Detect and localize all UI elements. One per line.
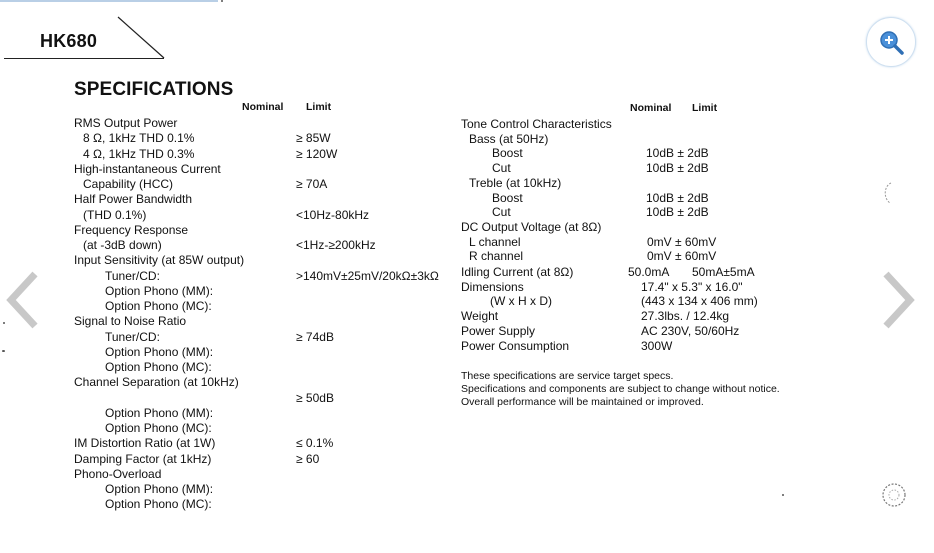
model-underline [4,58,164,59]
spec-limit-value: ≥ 70A [296,177,328,191]
spec-label: Damping Factor (at 1kHz) [74,451,212,466]
zoom-button[interactable] [866,17,916,67]
previous-page-button[interactable] [3,270,43,335]
spec-nominal-value: 10dB ± 2dB [646,190,709,205]
spec-label: (THD 0.1%) [83,207,147,222]
note-line: These specifications are service target specs. [461,370,674,382]
scan-speck [3,322,5,324]
spec-label: Half Power Bandwidth [74,192,193,207]
spec-nominal-value: 27.3lbs. / 12.4kg [641,309,730,324]
spec-limit-value: ≥ 60 [296,451,320,466]
left-header-limit: Limit [306,101,332,113]
spec-label: Tuner/CD: [105,329,160,344]
spec-nominal-value: 0mV ± 60mV [647,249,717,264]
spec-label: Option Phono (MC): [105,299,212,313]
right-header-nominal: Nominal [630,102,672,114]
spec-label: Treble (at 10kHz) [469,175,562,190]
chevron-right-icon [878,270,918,330]
spec-label: Option Phono (MM): [105,405,214,420]
spec-label: Cut [492,205,511,220]
spec-nominal-value: (443 x 134 x 406 mm) [641,294,758,309]
model-slash-decoration [0,0,200,70]
spec-label: Phono-Overload [74,466,162,481]
spec-label: (at -3dB down) [83,238,162,252]
note-line: Overall performance will be maintained or improved. [461,396,704,408]
spec-label: Option Phono (MC): [105,360,212,374]
spec-label: IM Distortion Ratio (at 1W) [74,436,216,451]
spec-label: Input Sensitivity (at 85W output) [74,253,245,268]
right-header-limit: Limit [692,102,718,114]
spec-label: Cut [492,161,511,176]
spec-limit-value: 50mA±5mA [692,265,755,279]
spec-label: Option Phono (MC): [105,497,212,512]
spec-nominal-value: 17.4" x 5.3" x 16.0" [641,279,743,294]
next-page-button[interactable] [878,270,918,335]
spec-label: Power Consumption [461,338,570,353]
spec-limit-value: ≥ 120W [296,146,338,161]
model-name: HK680 [40,31,98,51]
spec-limit-value: ≤ 0.1% [296,436,334,451]
zoom-in-icon [876,27,906,57]
spec-label: Option Phono (MM): [105,482,214,496]
spec-label: Frequency Response [74,222,189,237]
spec-label: Signal to Noise Ratio [74,314,187,329]
spec-label: Option Phono (MM): [105,283,214,298]
scan-mark [880,180,896,206]
spec-label: 8 Ω, 1kHz THD 0.1% [83,131,195,146]
spec-limit-value: ≥ 85W [296,131,331,146]
scan-speck [221,0,223,2]
page-title: SPECIFICATIONS [74,79,234,100]
spec-label: Boost [492,190,523,205]
spec-nominal-value: 10dB ± 2dB [646,205,709,220]
spec-label: Capability (HCC) [83,177,174,191]
spec-label: Tuner/CD: [105,268,160,283]
spec-label: L channel [469,234,521,249]
spec-limit-value: >140mV±25mV/20kΩ±3kΩ [296,268,439,283]
spec-label: Boost [492,146,523,161]
spec-label: Option Phono (MC): [105,421,212,435]
spec-limit-value: <1Hz-≥200kHz [296,238,376,252]
spec-label: Dimensions [461,279,524,294]
spec-limit-value: <10Hz-80kHz [296,207,370,222]
chevron-left-icon [3,270,43,330]
scan-speck [782,494,784,496]
spec-label: 4 Ω, 1kHz THD 0.3% [83,146,195,161]
spec-nominal-value: 300W [641,338,673,353]
spec-label: Bass (at 50Hz) [469,131,549,146]
spec-nominal-value: AC 230V, 50/60Hz [641,323,740,338]
spec-label: DC Output Voltage (at 8Ω) [461,219,602,234]
spec-nominal-value: 10dB ± 2dB [646,161,709,176]
spec-label: R channel [469,249,524,264]
spec-nominal-value: 0mV ± 60mV [647,234,717,249]
spec-label: High-instantaneous Current [74,161,221,176]
spec-label: Idling Current (at 8Ω) [461,265,574,279]
spec-label: Tone Control Characteristics [461,117,612,131]
spec-label: Channel Separation (at 10kHz) [74,375,239,390]
spec-label: Option Phono (MM): [105,344,214,359]
spec-label: Weight [461,309,499,324]
spec-label: (W x H x D) [490,294,552,309]
scan-speck [2,350,5,352]
spec-limit-value: ≥ 74dB [296,329,334,344]
note-line: Specifications and components are subject to change without notice. [461,383,780,395]
spec-nominal-value: 10dB ± 2dB [646,146,709,161]
spec-label: Power Supply [461,323,536,338]
left-header-nominal: Nominal [242,101,284,113]
scan-mark [878,478,912,512]
spec-limit-value: ≥ 50dB [296,390,334,405]
spec-nominal-value: 50.0mA [628,265,670,279]
spec-label: RMS Output Power [74,116,178,130]
